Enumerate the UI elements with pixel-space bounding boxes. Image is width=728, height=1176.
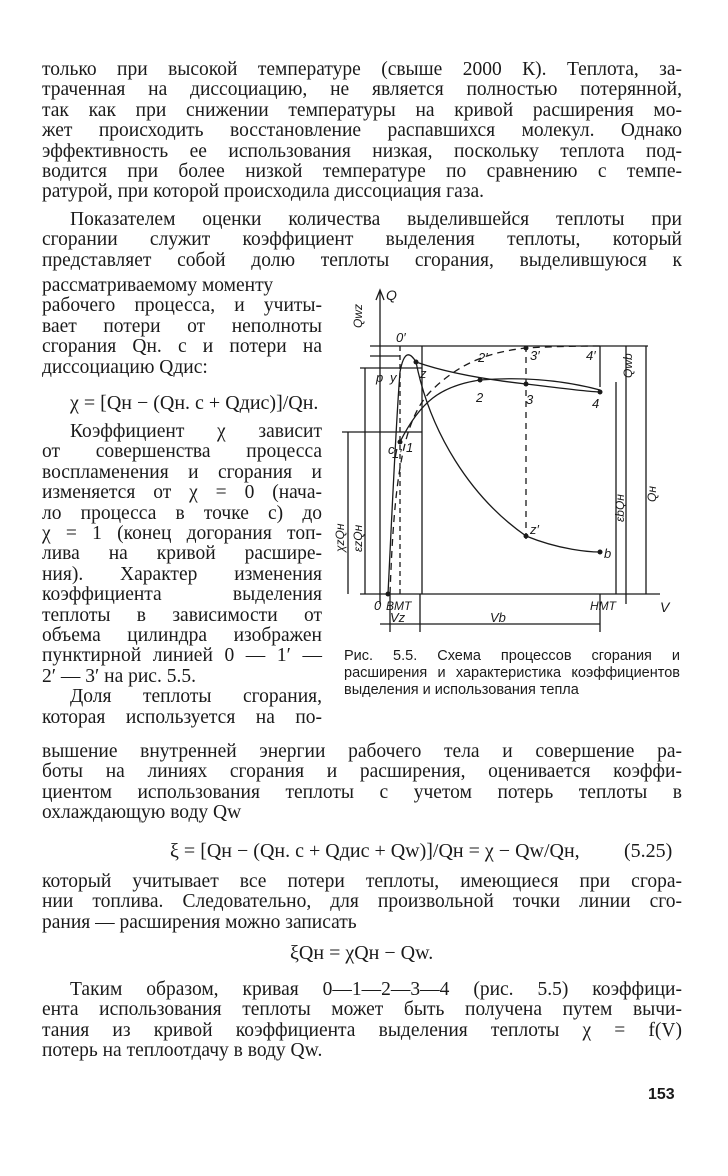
text-line: изменяется от χ = 0 (нача- [42, 482, 322, 504]
text-line: только при высокой температуре (свыше 2000 К). Теплота, за- [42, 59, 682, 80]
formula-xi: ξ = [Qн − (Qн. с + Qдис + Qw)]/Qн = χ − Qw/Qн, [170, 840, 580, 862]
text-line: потерь на теплоотдачу в воду Qw. [42, 1040, 323, 1062]
label-hmt: НМТ [590, 599, 616, 613]
text-line: теплоты в зависимости от [42, 604, 322, 626]
text-line: пунктирной линией 0 — 1′ — [42, 645, 322, 667]
label-vb: Vb [490, 610, 506, 625]
text-line: 2′ — 3′ на рис. 5.5. [42, 665, 196, 687]
text-line: ло процесса в точке c) до [42, 502, 322, 524]
label-4: 4 [592, 396, 600, 411]
text-line: сгорания Qн. с и потери на [42, 336, 322, 358]
label-b: b [604, 546, 612, 561]
text-line: рассматриваемому моменту [42, 275, 274, 296]
label-z: z [420, 366, 427, 381]
text-line: которая используется на по- [42, 706, 322, 728]
label-v-axis: V [660, 599, 670, 615]
text-line: диссоциацию Qдис: [42, 356, 208, 378]
label-qh: Qн [645, 486, 659, 502]
final-paragraph [42, 980, 682, 1062]
point-b [598, 550, 603, 555]
after-figure-paragraph [42, 742, 682, 824]
text-line: охлаждающую воду Qw [42, 802, 242, 824]
point-2 [478, 378, 483, 383]
label-qwb: Qwb [621, 353, 635, 378]
text-line: χ = 1 (конец догорания топ- [42, 523, 322, 545]
point-z [414, 360, 419, 365]
point-4 [598, 390, 603, 395]
second-paragraph [42, 210, 682, 271]
label-c: c [388, 442, 395, 457]
text-line: жет происходить восстановление распавшихся молекул. Однако [42, 120, 682, 142]
label-2prime: 2′ [478, 350, 488, 365]
point-3 [524, 382, 529, 387]
left-column-1 [42, 276, 322, 378]
label-1: 1 [406, 440, 414, 455]
label-2: 2 [476, 390, 484, 405]
point-1 [398, 440, 403, 445]
label-xz-qh: χzQн [333, 523, 347, 552]
text-line: траченная на диссоциацию, не является полностью потерянной, [42, 79, 682, 101]
text-line: Таким образом, кривая 0—1—2—3—4 (рис. 5.5) коэффици- [70, 979, 682, 1000]
text-line: циентом использования теплоты с учетом потерь теплоты в [42, 781, 682, 803]
formula-xiq: ξQн = χQн − Qw. [290, 942, 434, 964]
formula-chi: χ = [Qн − (Qн. с + Qдис)]/Qн. [70, 392, 319, 414]
text-line: Показателем оценки количества выделившейся теплоты при [70, 209, 682, 230]
text-line: нии топлива. Следовательно, для произвольной точки линии сго- [42, 891, 682, 913]
label-bmt: ВМТ [386, 599, 412, 613]
text-line: представляет собой долю теплоты сгорания, выделившуюся к [42, 249, 682, 271]
label-3prime: 3′ [530, 348, 540, 363]
text-line: ента использования теплоты может быть получена путем вычи- [42, 999, 682, 1021]
label-qwz: Qwz [351, 304, 365, 328]
text-line: ратурой, при которой происходила диссоциация газа. [42, 181, 485, 203]
label-1prime: 1′ [392, 446, 402, 461]
figure-5-5 [330, 282, 680, 642]
label-0: 0 [374, 598, 382, 613]
top-paragraph [42, 60, 682, 203]
left-column-2 [42, 422, 322, 728]
text-line: сгорании служит коэффициент выделения теплоты, который [42, 229, 682, 251]
text-line: вышение внутренней энергии рабочего тела и совершение ра- [42, 741, 682, 762]
label-0prime: 0′ [396, 330, 406, 345]
text-line: ния). Характер изменения [42, 563, 322, 585]
text-line: эффективность ее использования низкая, поскольку теплота под- [42, 140, 682, 162]
text-line: лива на кривой расшире- [42, 543, 322, 565]
label-p: p [376, 370, 384, 385]
text-line: вает потери от неполноты [42, 315, 322, 337]
point-3prime [524, 346, 529, 351]
page-number: 153 [648, 1086, 675, 1103]
text-line: Коэффициент χ зависит [70, 421, 322, 442]
text-line: рания — расширения можно записать [42, 911, 357, 933]
label-q-axis: Q [386, 287, 397, 303]
point-zprime [524, 534, 529, 539]
text-line: коэффициента выделения [42, 584, 322, 606]
figure-caption: Рис. 5.5. Схема процессов сгорания и расширения и характеристика коэффициентов выделения и использования тепла [344, 648, 680, 698]
label-eb-qh: εbQн [613, 494, 627, 522]
text-line: воспламенения и сгорания и [42, 461, 322, 483]
after-xi-paragraph [42, 872, 682, 933]
equation-number: (5.25) [624, 840, 673, 862]
text-line: рабочего процесса, и учиты- [42, 295, 322, 317]
curve-c-z [388, 355, 416, 594]
label-3: 3 [526, 392, 534, 407]
label-vz: Vz [390, 610, 406, 625]
text-line: Доля теплоты сгорания, [70, 686, 322, 708]
text-line: боты на линиях сгорания и расширения, оценивается коэффи- [42, 761, 682, 783]
text-line: от совершенства процесса [42, 441, 322, 463]
label-ez-qh: εzQн [351, 524, 365, 552]
text-line: который учитывает все потери теплоты, имеющиеся при сгора- [42, 871, 682, 892]
point-0 [386, 592, 391, 597]
text-line: объема цилиндра изображен [42, 625, 322, 647]
text-line: тания из кривой коэффициента выделения теплоты χ = f(V) [42, 1019, 682, 1041]
label-4prime: 4′ [586, 348, 596, 363]
label-zprime: z′ [530, 522, 539, 537]
text-line: водится при более низкой температуре по сравнению с темпе- [42, 161, 682, 183]
curve-z-4 [416, 362, 600, 392]
text-line: так как при снижении температуры на кривой расширения мо- [42, 99, 682, 121]
label-y: y [390, 370, 397, 385]
